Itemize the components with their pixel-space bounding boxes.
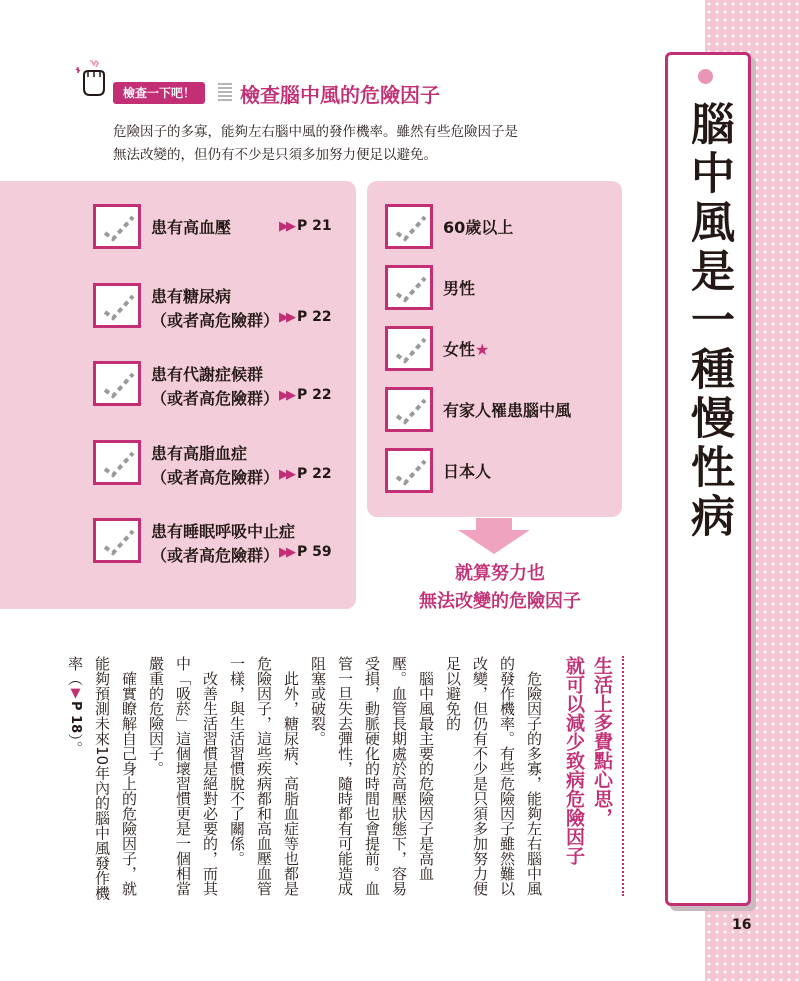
body-column: 一樣，與生活習慣脫不了關係。	[228, 656, 246, 866]
checkbox[interactable]	[385, 326, 433, 371]
checkbox[interactable]	[385, 265, 433, 310]
star-icon: ★	[475, 340, 490, 359]
checkbox[interactable]	[93, 283, 141, 328]
body-column: 腦中風最主要的危險因子是高血	[417, 656, 435, 881]
checkmark-icon	[391, 392, 431, 430]
double-arrow-icon: ▶▶	[279, 545, 293, 560]
page-ref[interactable]: ▶▶ P 22	[279, 466, 332, 482]
page-ref[interactable]: ▶▶ P 22	[279, 387, 332, 403]
checkmark-icon	[99, 209, 139, 247]
checkbox[interactable]	[93, 440, 141, 485]
checkbox[interactable]	[385, 204, 433, 249]
body-column: 嚴重的危險因子。	[147, 656, 165, 776]
body-heading-line-1: 生活上多費點心思，	[591, 656, 613, 827]
page-ref[interactable]: ▶▶ P 21	[279, 218, 332, 234]
double-arrow-icon: ▶▶	[279, 310, 293, 325]
body-heading-line-2: 就可以減少致病危險因子	[563, 656, 585, 865]
chapter-title-tag	[665, 52, 751, 906]
item-label: 患有睡眠呼吸中止症 （或者高危險群）	[151, 522, 296, 565]
double-arrow-icon: ▶▶	[279, 467, 293, 482]
conclusion-text: 就算努力也 無法改變的危險因子	[419, 563, 581, 612]
checkbox[interactable]	[93, 361, 141, 406]
title-stripes	[218, 83, 232, 103]
down-arrow-icon	[458, 518, 530, 554]
page-ref-18[interactable]: ▼P 18	[68, 686, 83, 734]
page-number: 16	[732, 917, 752, 933]
intro-line-2: 無法改變的，但仍有不少是只須多加努力便足以避免。	[113, 147, 437, 163]
checkbox[interactable]	[93, 204, 141, 249]
body-column: 足以避免的	[444, 656, 462, 731]
tag-hole	[698, 69, 713, 84]
down-triangle-icon: ▼	[68, 686, 83, 701]
body-column: 改善生活習慣是絕對必要的，而其	[201, 656, 219, 896]
body-column: 阻塞或破裂。	[309, 656, 327, 746]
checkbox[interactable]	[93, 518, 141, 563]
item-label: 患有高脂血症 （或者高危險群）	[151, 444, 280, 487]
check-badge: 檢查一下吧！	[113, 82, 205, 104]
body-column: 的發作機率。有些危險因子雖然難以	[498, 656, 516, 896]
item-label: 患有糖尿病 （或者高危險群）	[151, 287, 280, 330]
item-label: 患有高血壓	[151, 218, 232, 237]
pointing-hand-icon	[70, 55, 118, 103]
body-column: 受損，動脈硬化的時間也會提前。血	[363, 656, 381, 896]
double-arrow-icon: ▶▶	[279, 219, 293, 234]
item-label: 日本人	[443, 462, 492, 481]
checkbox[interactable]	[385, 387, 433, 432]
section-title: 檢查腦中風的危險因子	[240, 83, 440, 107]
item-label: 60歲以上	[443, 218, 514, 237]
checkmark-icon	[99, 366, 139, 404]
body-column: 確實瞭解自己身上的危險因子，就	[120, 656, 138, 896]
intro-text	[113, 121, 583, 167]
item-label: 男性	[443, 279, 476, 298]
body-column: 危險因子，這些疾病都和高血壓血管	[255, 656, 273, 896]
item-label: 女性★	[443, 340, 490, 359]
item-label: 有家人罹患腦中風	[443, 401, 572, 420]
body-column: 管一旦失去彈性，隨時都有可能造成	[336, 656, 354, 896]
chapter-title: 腦中風是一種慢性病	[683, 101, 734, 542]
checkmark-icon	[391, 270, 431, 308]
checkmark-icon	[99, 288, 139, 326]
checkmark-icon	[391, 331, 431, 369]
body-column: 危險因子的多寡，能夠左右腦中風	[525, 656, 543, 896]
intro-line-1: 危險因子的多寡，能夠左右腦中風的發作機率。雖然有些危險因子是	[113, 124, 518, 140]
body-column: 改變，但仍有不少是只須多加努力便	[471, 656, 489, 896]
checkmark-icon	[391, 209, 431, 247]
body-column: 壓。血管長期處於高壓狀態下，容易	[390, 656, 408, 896]
double-arrow-icon: ▶▶	[279, 388, 293, 403]
body-column: 此外，糖尿病、高脂血症等也都是	[282, 656, 300, 896]
body-column: 率（▼P 18）。	[66, 656, 84, 756]
body-column: 中「吸菸」這個壞習慣更是一個相當	[174, 656, 192, 896]
page-ref[interactable]: ▶▶ P 22	[279, 309, 332, 325]
body-column: 能夠預測未來10年內的腦中風發作機	[93, 656, 111, 901]
checkmark-icon	[391, 453, 431, 491]
item-label: 患有代謝症候群 （或者高危險群）	[151, 365, 280, 408]
dotted-rule	[622, 656, 624, 896]
checkbox[interactable]	[385, 448, 433, 493]
checkmark-icon	[99, 523, 139, 561]
page-ref[interactable]: ▶▶ P 59	[279, 544, 332, 560]
checkmark-icon	[99, 445, 139, 483]
